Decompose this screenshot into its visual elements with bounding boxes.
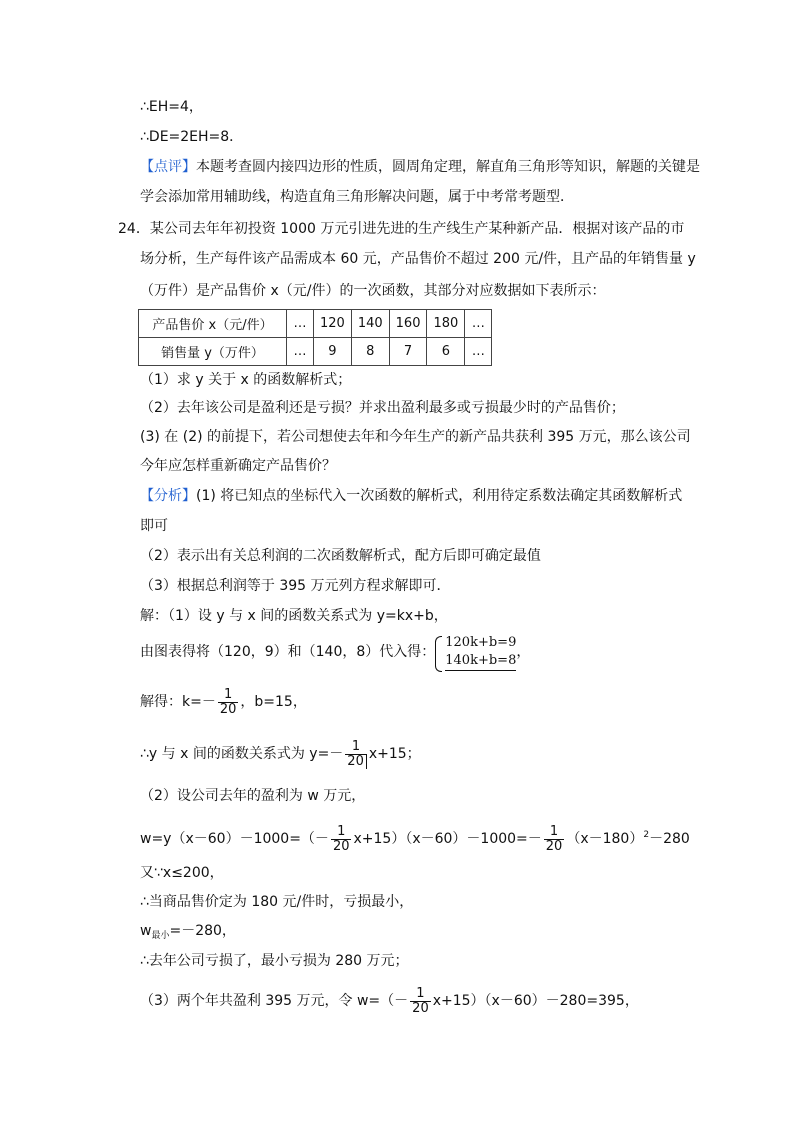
equation-line: 由图表得将（120，9）和（140，8）代入得： 120k+b=9 140k+b=8 ， [140,631,530,673]
table-cell: 180 [427,310,465,338]
text-line: 解：（1）设 y 与 x 间的函数关系式为 y=kx+b， [140,608,448,624]
table-row [139,338,492,366]
text-line: (3) 在 (2) 的前提下，若公司想使去年和今年生产的新产品共获利 395 万元，那么该公司 [140,429,691,445]
subscript: 最小 [151,931,170,941]
text-line: （3）根据总利润等于 395 万元列方程求解即可． [140,578,451,594]
table-cell: … [465,338,492,366]
equation-line [140,815,690,859]
numerator: 1 [549,823,559,839]
text: ，b=15， [240,694,307,710]
text-line: （2）表示出有关总利润的二次函数解析式，配方后即可确定最值 [140,548,541,564]
numerator: 1 [416,985,425,1001]
text: =－280， [169,923,236,939]
table-header-cell: 销售量 y（万件） [139,338,287,366]
text-line: 今年应怎样重新确定产品售价？ [140,458,336,474]
question-text: 某公司去年年初投资 1000 万元引进先进的生产线生产某种新产品．根据对该产品的市 [149,221,685,237]
text: x+15）（x－60）－1000=－ [353,831,542,847]
table-cell: 7 [389,338,427,366]
text-line: 又∵x≤200， [140,865,224,881]
denominator: 20 [219,701,237,717]
exponent: 2 [643,830,650,840]
text: －280 [649,831,690,847]
analysis-line [140,486,682,506]
table-cell: 140 [351,310,389,338]
comment-line [140,157,700,177]
text: x+15； [368,746,421,762]
text: 解得：k=－ [140,694,216,710]
analysis-tag: 【分析】 [140,488,196,504]
table-cell: 6 [427,338,465,366]
fraction [218,688,239,717]
text-line: （1）求 y 关于 x 的函数解析式； [140,372,352,388]
table-cell: … [287,310,314,338]
text: （x－180） [566,831,644,847]
comment-tag: 【点评】 [140,159,196,175]
equation-line [140,734,421,774]
numerator: 1 [337,823,346,839]
text: x+15）（x－60）－280=395， [432,993,639,1009]
question-number: 24． [118,221,150,237]
text-line: ∴去年公司亏损了，最小亏损为 280 万元； [140,953,409,969]
denominator: 20 [332,838,350,854]
denominator: 20 [345,754,367,769]
text-line: ∴当商品售价定为 180 元/件时，亏损最小， [140,894,414,910]
text-line: 即可 [140,518,168,534]
text-line: 学会添加常用辅助线，构造直角三角形解决问题，属于中考常考题型． [140,189,574,205]
numerator: 1 [351,738,361,754]
table-cell: 160 [389,310,427,338]
question-line [118,219,684,239]
denominator: 20 [545,838,563,854]
text: w=y（x－60）－1000=（－ [140,831,329,847]
equation-system [435,634,516,671]
text: （3）两个年共盈利 395 万元，令 w=（－ [140,993,409,1009]
equation-line [140,682,307,722]
equation-line [140,981,639,1021]
data-table [138,309,492,366]
text-line: ∴EH=4， [140,99,203,115]
text-line: （万件）是产品售价 x（元/件）的一次函数，其部分对应数据如下表所示： [140,283,606,299]
denominator: 20 [412,1000,429,1016]
table-cell: 120 [314,310,352,338]
text-line [140,921,236,946]
fraction [544,825,565,854]
table-header-cell: 产品售价 x（元/件） [139,310,287,338]
table-cell: 8 [351,338,389,366]
fraction [331,825,352,854]
text-line: ∴DE=2EH=8． [140,129,244,145]
table-cell: … [287,338,314,366]
equation: 120k+b=9 [445,634,517,650]
text: ∴y 与 x 间的函数关系式为 y=－ [140,746,344,762]
equation: 140k+b=8 [445,652,516,671]
fraction [410,987,431,1016]
text-line: 场分析，生产每件该产品需成本 60 元，产品售价不超过 200 元/件，且产品的年销售量 y [140,251,696,267]
text-line: （2）去年该公司是盈利还是亏损？并求出盈利最多或亏损最少时的产品售价； [140,400,625,416]
analysis-text: (1) 将已知点的坐标代入一次函数的解析式，利用待定系数法确定其函数解析式 [196,488,683,504]
brace-icon [435,636,442,672]
table-row [139,310,492,338]
text: w [140,923,152,939]
fraction [345,740,367,769]
numerator: 1 [223,686,233,702]
text: 由图表得将（120，9）和（140，8）代入得： [140,644,436,660]
table-cell: 9 [314,338,352,366]
comment-text: 本题考查圆内接四边形的性质，圆周角定理，解直角三角形等知识，解题的关键是 [196,159,700,175]
table-cell: … [465,310,492,338]
text-line: （2）设公司去年的盈利为 w 万元， [140,788,366,804]
